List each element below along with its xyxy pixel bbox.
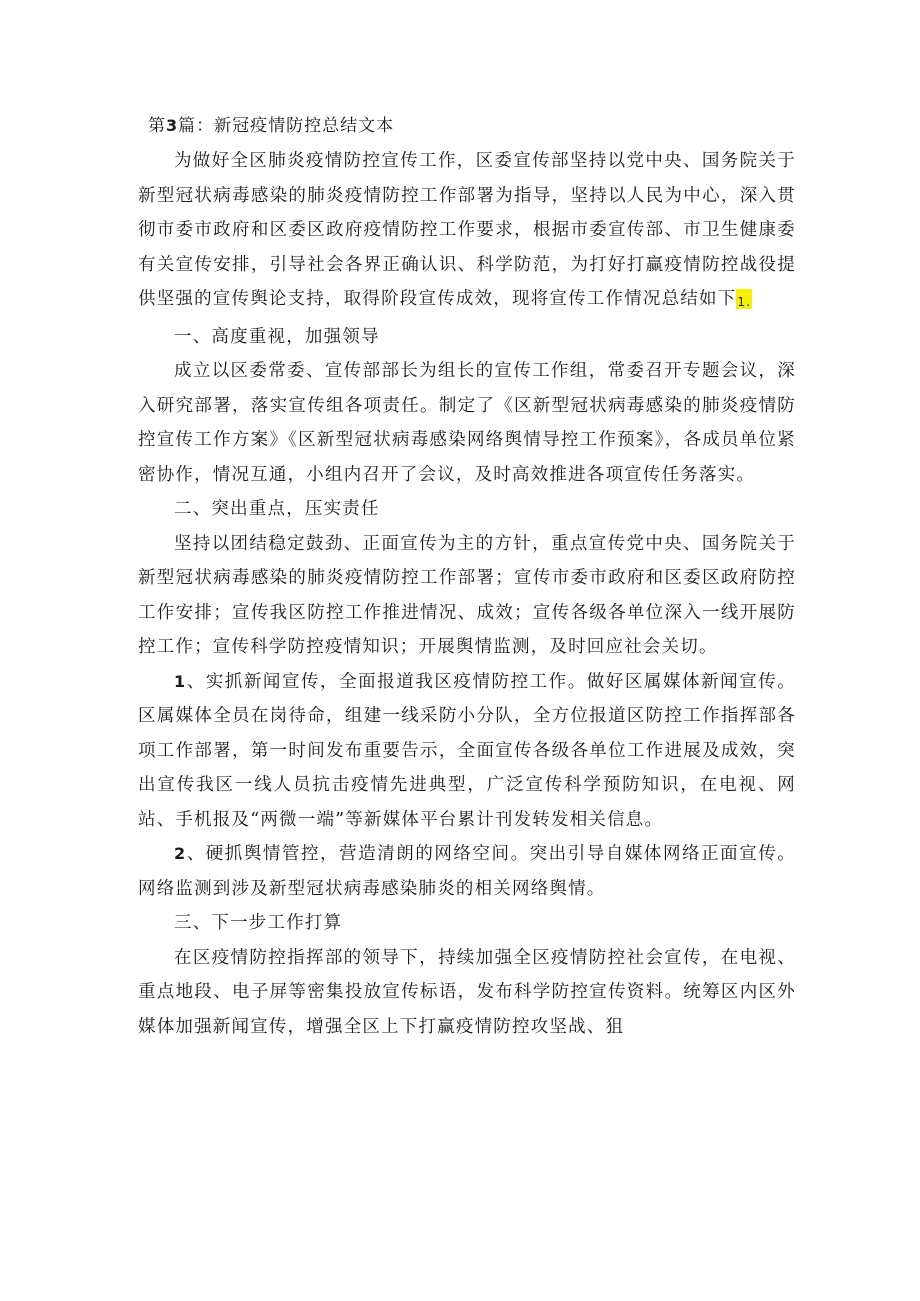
intro-text: 为做好全区肺炎疫情防控宣传工作，区委宣传部坚持以党中央、国务院关于新型冠状病毒感染的肺炎疫情防控工作部署为指导，坚持以人民为中心，深入贯彻市委市政府和区委区政府疫情防控工作要求，根据市委宣传部、市卫生健康委有关宣传安排，引导社会各界正确认识、科学防范，为打好打赢疫情防控战役提供坚强的宣传舆论支持，取得阶段宣传成效，现将宣传工作情况总结如下 <box>138 151 796 309</box>
item1-paragraph <box>138 665 796 838</box>
section2-paragraph: 坚持以团结稳定鼓劲、正面宣传为主的方针，重点宣传党中央、国务院关于新型冠状病毒感染的肺炎疫情防控工作部署；宣传市委市政府和区委区政府防控工作安排；宣传我区防控工作推进情况、成效；宣传各级各单位深入一线开展防控工作；宣传科学防控疫情知识；开展舆情监测，及时回应社会关切。 <box>138 533 796 657</box>
item1-number: 1 <box>174 671 187 691</box>
item2-paragraph <box>138 837 796 906</box>
item2-text: 、硬抓舆情管控，营造清朗的网络空间。突出引导自媒体网络正面宣传。网络监测到涉及新型冠状病毒感染肺炎的相关网络舆情。 <box>138 844 796 899</box>
document-title <box>148 112 796 140</box>
title-suffix: 篇：新冠疫情防控总结文本 <box>178 116 395 136</box>
document-content <box>138 112 796 1044</box>
item2-number: 2 <box>174 844 187 863</box>
highlight-marker: 1. <box>736 289 752 309</box>
section2-heading: 二、突出重点，压实责任 <box>174 499 380 519</box>
section1-paragraph: 成立以区委常委、宣传部部长为组长的宣传工作组，常委召开专题会议，深入研究部署，落实宣传组各项责任。制定了《区新型冠状病毒感染的肺炎疫情防控宣传工作方案》《区新型冠状病毒感染网络舆情导控工作预案》，各成员单位紧密协作，情况互通，小组内召开了会议，及时高效推进各项宣传任务落实。 <box>138 361 796 485</box>
title-prefix: 第 <box>148 116 166 136</box>
section1-heading: 一、高度重视，加强领导 <box>174 326 380 347</box>
title-number: 3 <box>166 116 179 135</box>
section3-paragraph: 在区疫情防控指挥部的领导下，持续加强全区疫情防控社会宣传，在电视、重点地段、电子屏等密集投放宣传标语，发布科学防控宣传资料。统筹区内区外媒体加强新闻宣传，增强全区上下打赢疫情防控攻坚战、狙 <box>138 947 796 1037</box>
item1-text: 、实抓新闻宣传，全面报道我区疫情防控工作。做好区属媒体新闻宣传。区属媒体全员在岗待命，组建一线采防小分队，全方位报道区防控工作指挥部各项工作部署，第一时间发布重要告示，全面宣传各级各单位工作进展及成效，突出宣传我区一线人员抗击疫情先进典型，广泛宣传科学预防知识，在电视、网站、手机报及“两微一端”等新媒体平台累计刊发转发相关信息。 <box>138 671 796 830</box>
intro-paragraph <box>138 144 796 320</box>
section3-heading: 三、下一步工作打算 <box>174 913 343 933</box>
